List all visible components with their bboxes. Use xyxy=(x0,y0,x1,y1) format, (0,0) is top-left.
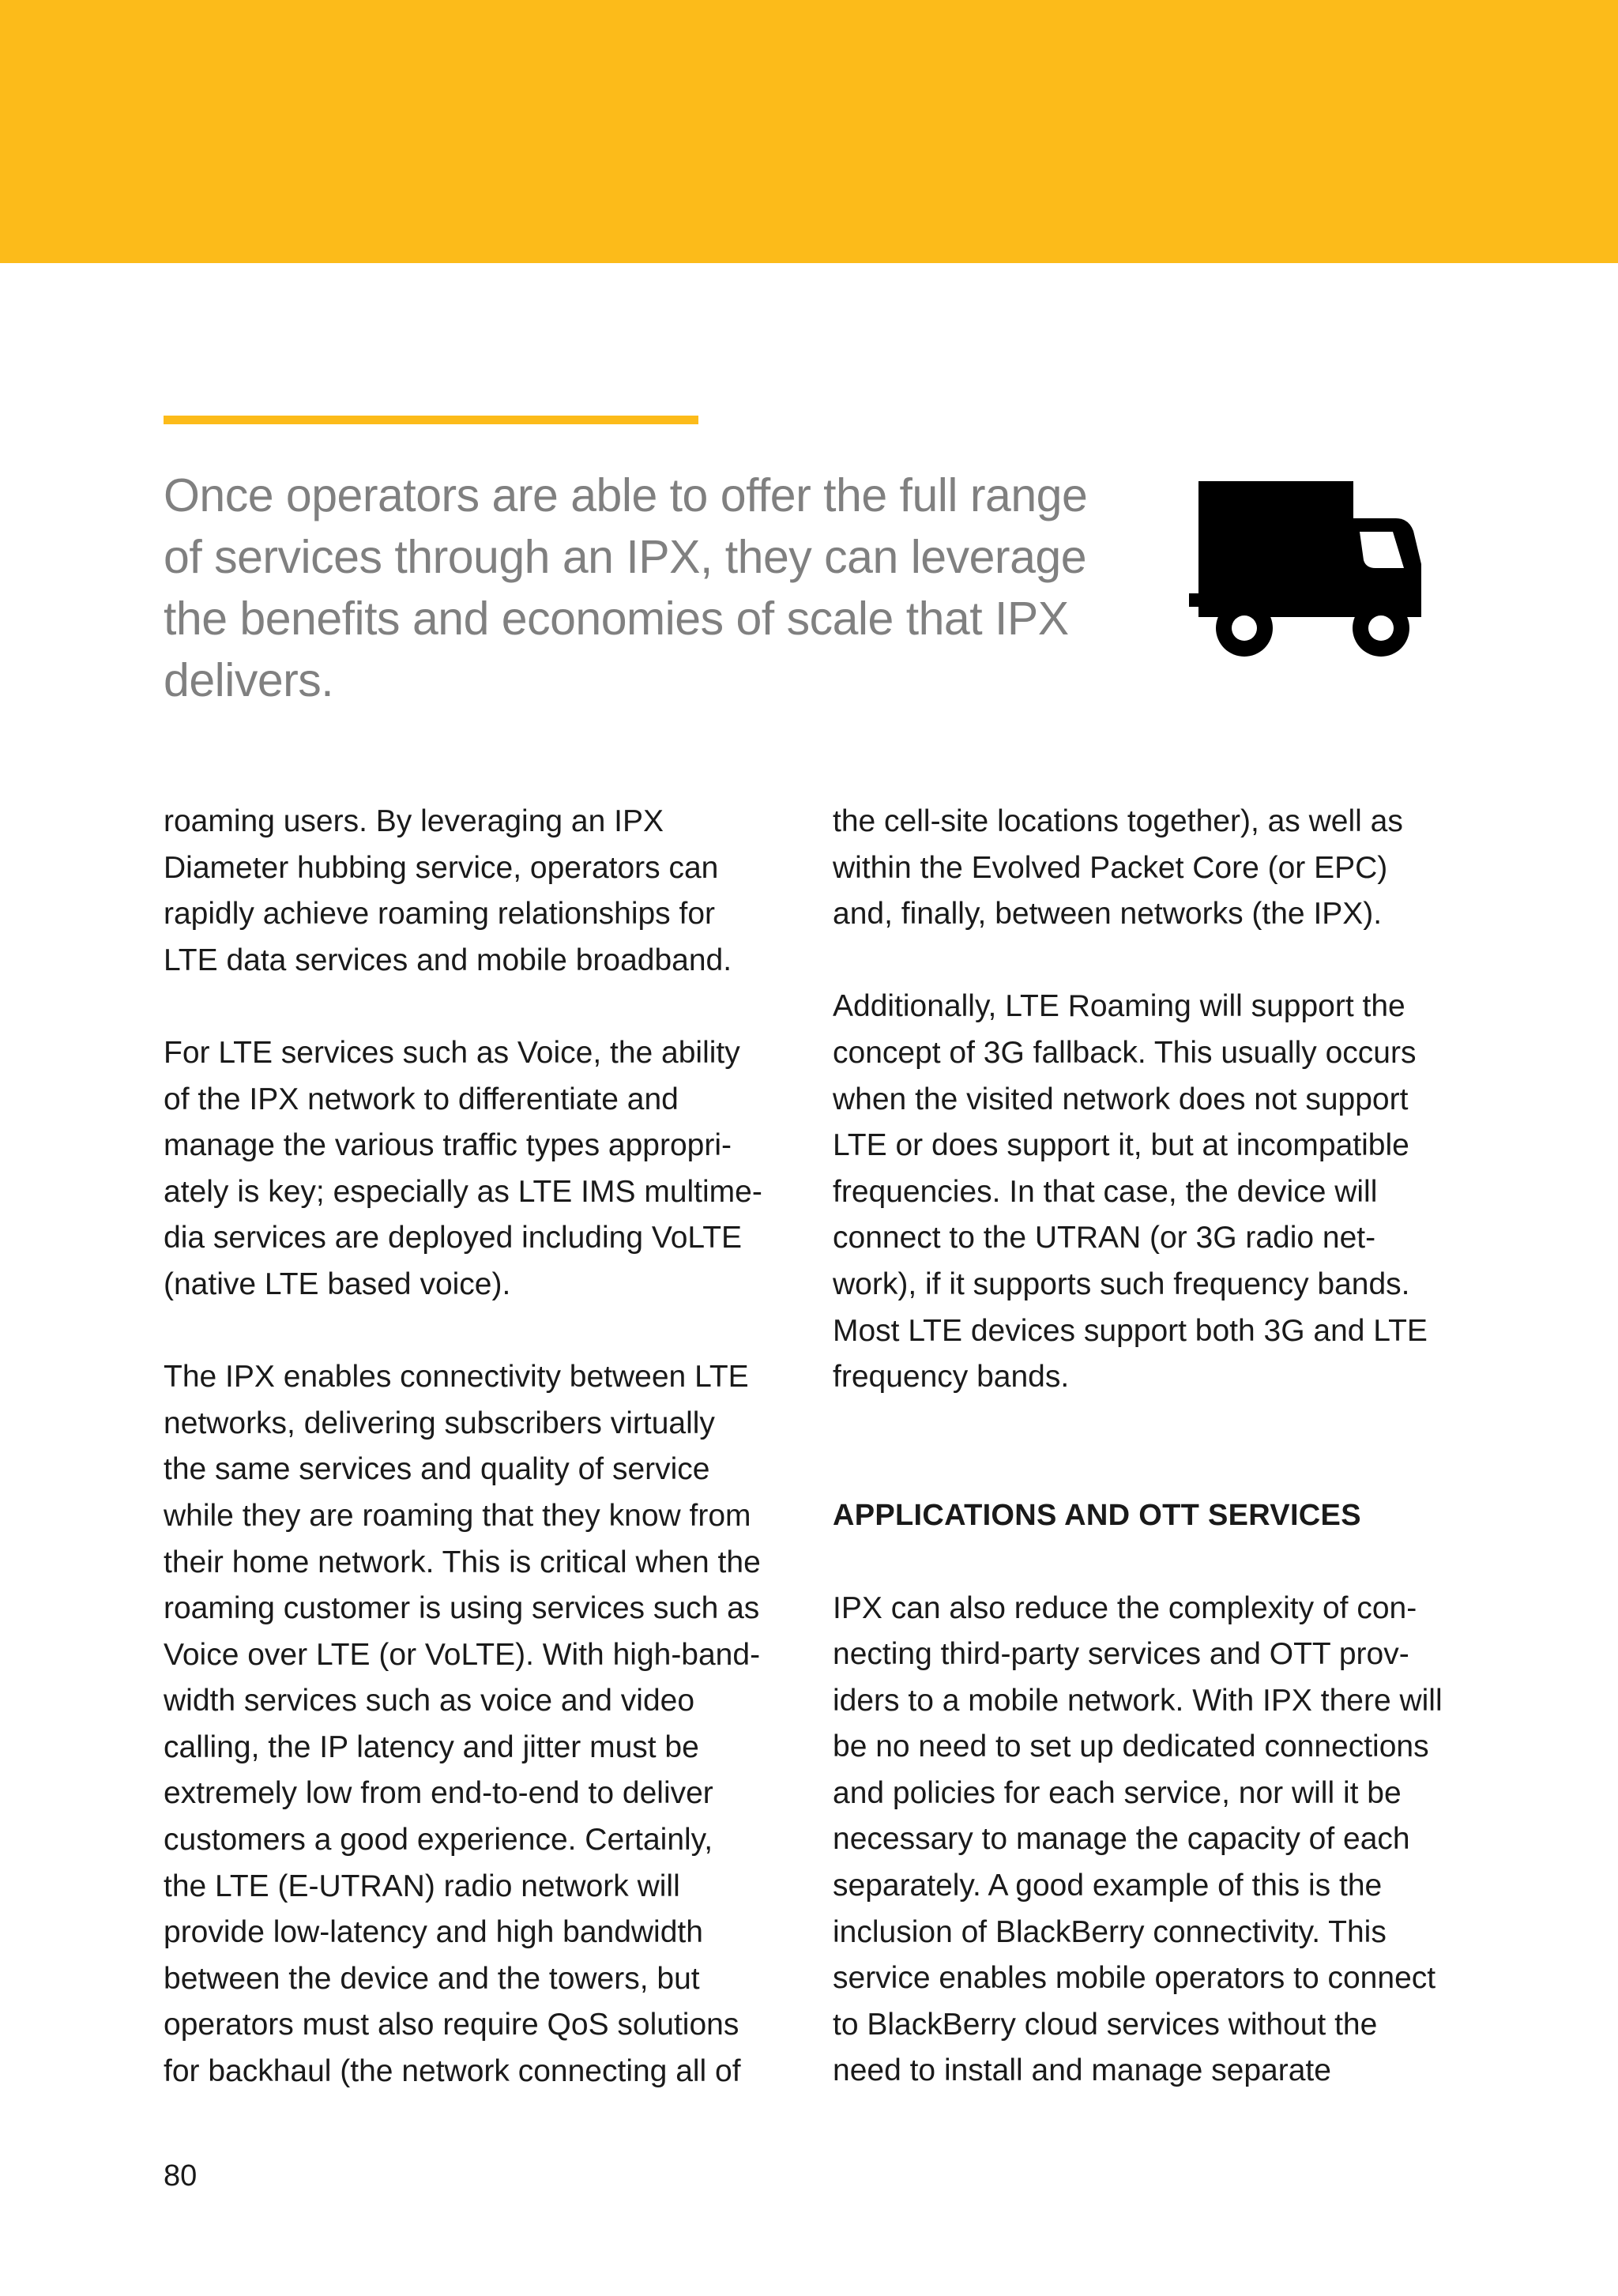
text-line: Most LTE devices support both 3G and LTE xyxy=(833,1313,1428,1348)
text-line: width services such as voice and video xyxy=(164,1684,695,1718)
text-line: and, finally, between networks (the IPX). xyxy=(833,897,1383,932)
pull-quote xyxy=(164,465,1143,711)
page-number: 80 xyxy=(164,2159,198,2192)
text-line: while they are roaming that they know from xyxy=(164,1498,751,1533)
section-heading: APPLICATIONS AND OTT SERVICES xyxy=(833,1499,1361,1533)
paragraph-gap xyxy=(164,984,796,1030)
paragraph-gap xyxy=(833,1401,1465,1447)
text-line: customers a good experience. Certainly, xyxy=(164,1823,713,1858)
text-line: operators must also require QoS solutions xyxy=(164,2008,739,2042)
text-line: (native LTE based voice). xyxy=(164,1267,511,1301)
pull-quote-rule xyxy=(164,416,698,424)
header-color-band xyxy=(0,0,1618,263)
text-line: Additionally, LTE Roaming will support the xyxy=(833,989,1405,1024)
text-line: frequencies. In that case, the device will xyxy=(833,1174,1378,1209)
text-line: For LTE services such as Voice, the ability xyxy=(164,1035,740,1070)
paragraph-gap xyxy=(833,938,1465,984)
text-line: Voice over LTE (or VoLTE). With high-band- xyxy=(164,1637,761,1672)
text-line: when the visited network does not support xyxy=(833,1082,1409,1116)
body-column-right xyxy=(833,799,1465,2095)
text-line: need to install and manage separate xyxy=(833,2053,1331,2088)
text-line: roaming customer is using services such as xyxy=(164,1591,760,1626)
text-line: manage the various traffic types appropri- xyxy=(164,1128,732,1163)
text-line: roaming users. By leveraging an IPX xyxy=(164,804,664,838)
truck-icon xyxy=(1189,479,1422,661)
text-line: The IPX enables connectivity between LTE xyxy=(164,1360,749,1395)
text-line: dia services are deployed including VoLTE xyxy=(164,1221,743,1255)
text-line: separately. A good example of this is the xyxy=(833,1869,1383,1903)
text-line: LTE or does support it, but at incompatible xyxy=(833,1128,1409,1163)
section-gap xyxy=(833,1447,1465,1492)
text-line: connect to the UTRAN (or 3G radio net- xyxy=(833,1221,1376,1255)
text-line: within the Evolved Packet Core (or EPC) xyxy=(833,850,1388,885)
paragraph-gap xyxy=(164,1308,796,1355)
body-column-left xyxy=(164,799,796,2095)
text-line: rapidly achieve roaming relationships for xyxy=(164,897,716,932)
text-line: extremely low from end-to-end to deliver xyxy=(164,1776,713,1811)
pull-quote-line: of services through an IPX, they can leverage xyxy=(164,531,1087,583)
pull-quote-line: Once operators are able to offer the full range xyxy=(164,469,1088,521)
text-line: provide low-latency and high bandwidth xyxy=(164,1915,703,1950)
text-line: Diameter hubbing service, operators can xyxy=(164,850,719,885)
text-line: the cell-site locations together), as well as xyxy=(833,804,1403,838)
text-line: LTE data services and mobile broadband. xyxy=(164,943,732,977)
text-line: to BlackBerry cloud services without the xyxy=(833,2007,1378,2042)
text-line: between the device and the towers, but xyxy=(164,1961,700,1996)
text-line: the same services and quality of service xyxy=(164,1452,710,1487)
text-line: service enables mobile operators to connect xyxy=(833,1961,1436,1996)
text-line: frequency bands. xyxy=(833,1360,1070,1395)
pull-quote-line: the benefits and economies of scale that IPX xyxy=(164,593,1069,645)
text-line: of the IPX network to differentiate and xyxy=(164,1082,679,1116)
text-line: calling, the IP latency and jitter must be xyxy=(164,1730,699,1764)
text-line: their home network. This is critical when the xyxy=(164,1545,761,1579)
text-line: concept of 3G fallback. This usually occurs xyxy=(833,1035,1417,1070)
text-line: IPX can also reduce the complexity of con- xyxy=(833,1590,1417,1625)
text-line: ately is key; especially as LTE IMS multime- xyxy=(164,1174,762,1209)
text-line: iders to a mobile network. With IPX there will xyxy=(833,1683,1443,1718)
pull-quote-line: delivers. xyxy=(164,654,334,706)
text-line: networks, delivering subscribers virtually xyxy=(164,1406,715,1440)
text-line: and policies for each service, nor will it be xyxy=(833,1775,1402,1810)
text-line: inclusion of BlackBerry connectivity. This xyxy=(833,1914,1387,1949)
text-line: work), if it supports such frequency bands. xyxy=(833,1267,1410,1301)
text-line: be no need to set up dedicated connections xyxy=(833,1730,1429,1764)
paragraph-gap xyxy=(833,1539,1465,1586)
text-line: necessary to manage the capacity of each xyxy=(833,1822,1410,1857)
text-line: the LTE (E-UTRAN) radio network will xyxy=(164,1869,680,1903)
text-line: necting third-party services and OTT prov- xyxy=(833,1637,1409,1672)
text-line: for backhaul (the network connecting all of xyxy=(164,2054,741,2089)
